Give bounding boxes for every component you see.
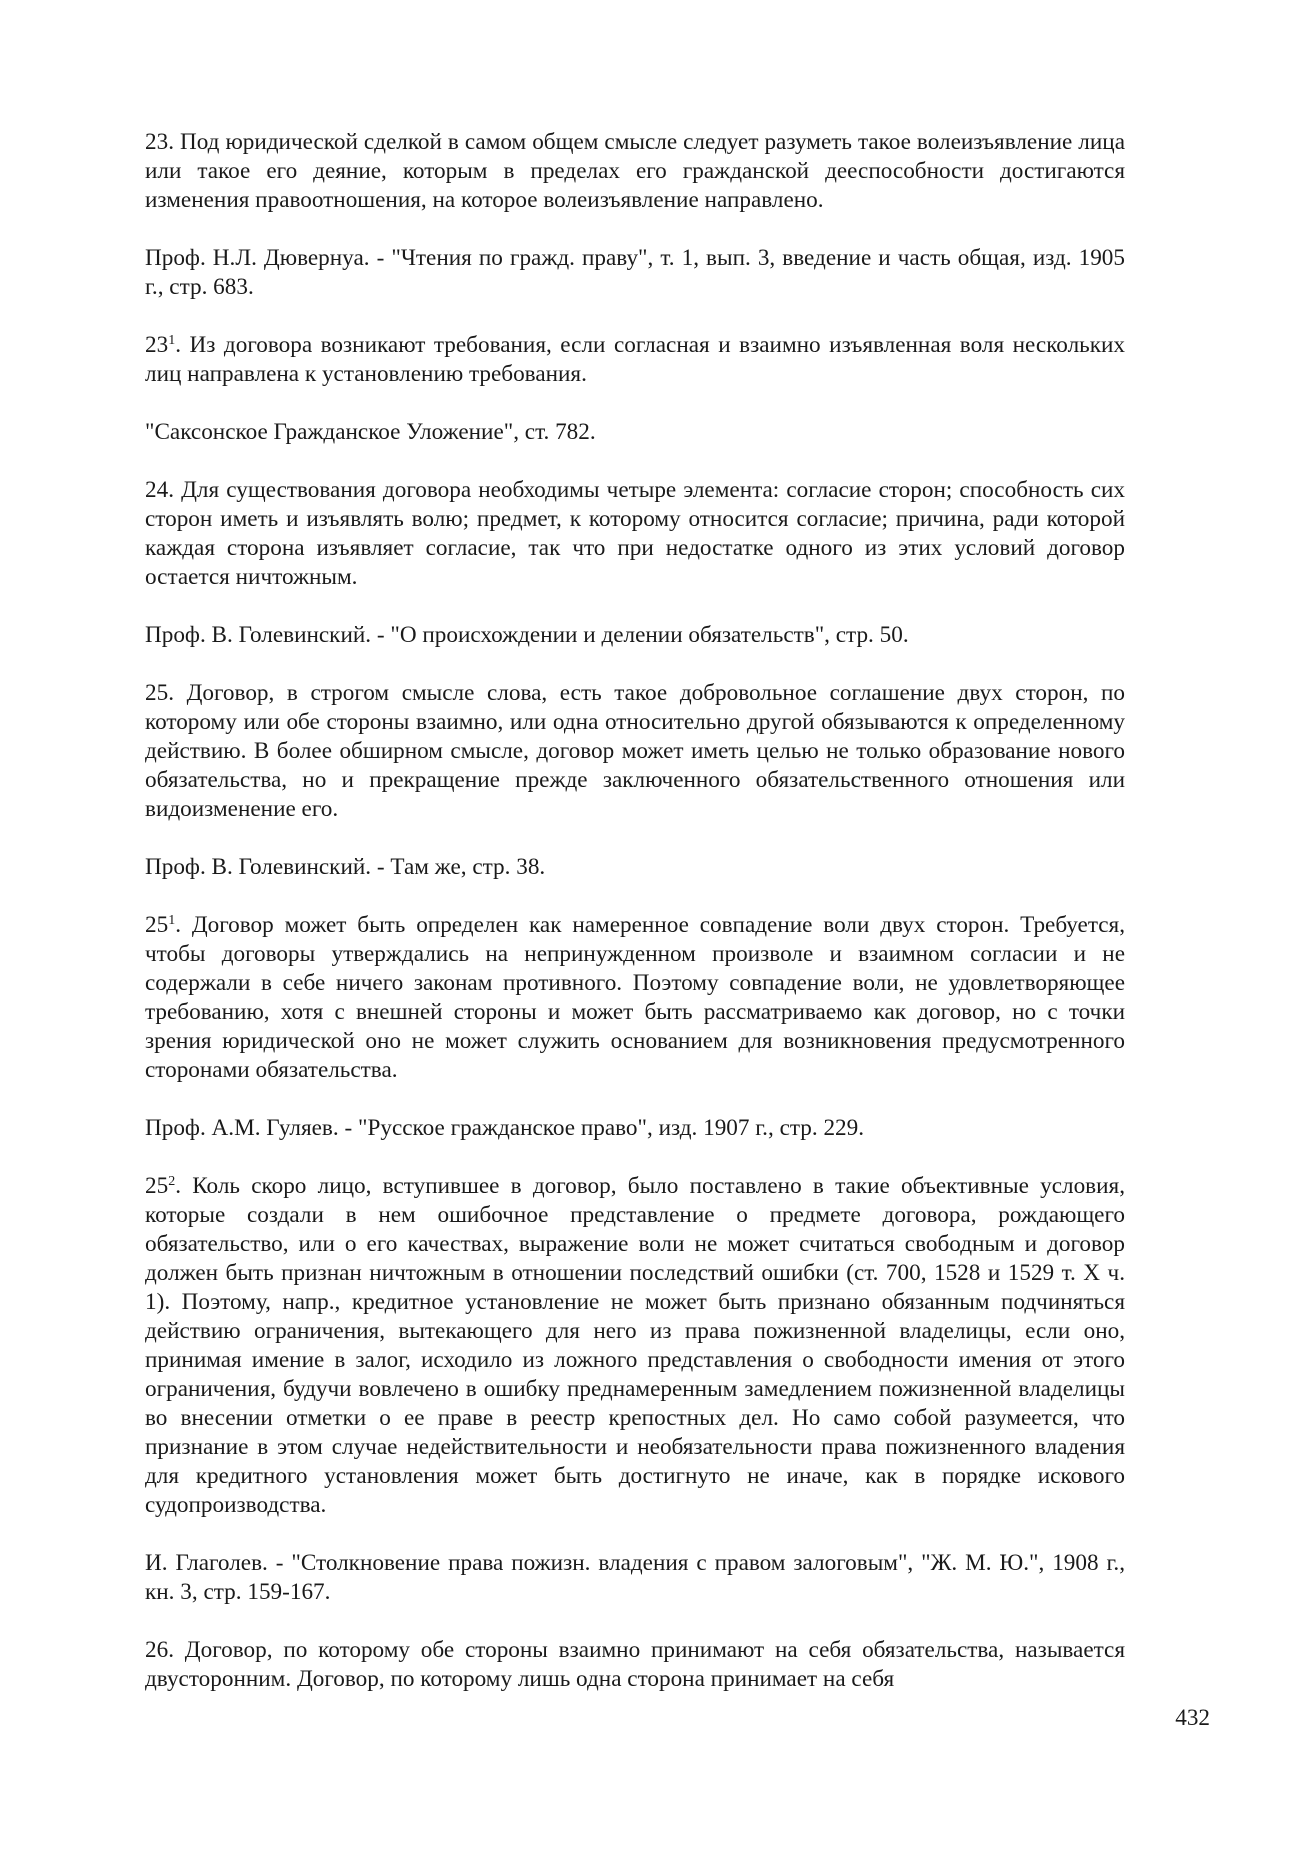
article-text: . Договор, в строгом смысле слова, есть такое добровольное соглашение двух сторон, по которому или обе стороны взаимно, или одна относительно другой обязываются к определенному действию. В более обширном смысле, договор может иметь целью не только образование нового обязательства, но и прекращение прежде заключенного обязательственного отношения или видоизменение его. <box>145 680 1125 822</box>
article-number: 26 <box>145 1637 169 1663</box>
article-23-1 <box>145 331 1125 389</box>
article-24 <box>145 476 1125 592</box>
article-text: . Договор, по которому обе стороны взаимно принимают на себя обязательства, называется двусторонним. Договор, по которому лишь одна сторона принимает на себя <box>145 1637 1125 1692</box>
source-citation: "Саксонское Гражданское Уложение", ст. 782. <box>145 419 596 445</box>
article-text: . Коль скоро лицо, вступившее в договор, было поставлено в такие объективные условия, которые создали в нем ошибочное представление о предмете договора, рождающего обязательство, или о его качествах, выражение воли не может считаться свободным и договор должен быть признан ничтожным в отношении последствий ошибки (ст. 700, 1528 и 1529 т. X ч. 1). Поэтому, напр., кредитное установление не может быть признано обязанным подчиняться действию ограничения, вытекающего для него из права пожизненной владелицы, если оно, принимая имение в залог, исходило из ложного представления о свободности имения от этого ограничения, будучи вовлечено в ошибку преднамеренным замедлением пожизненной владелицы во внесении отметки о ее праве в реестр крепостных дел. Но само собой разумеется, что признание в этом случае недействительности и необязательности права пожизненного владения для кредитного установления может быть достигнуто не иначе, как в порядке искового судопроизводства. <box>145 1173 1125 1518</box>
article-23 <box>145 128 1125 215</box>
article-number: 25 <box>145 912 169 938</box>
article-number: 23 <box>145 332 169 358</box>
article-text: . Под юридической сделкой в самом общем смысле следует разуметь такое волеизъявление лица или такое его деяние, которым в пределах его гражданской дееспособности достигаются изменения правоотношения, на которое волеизъявление направлено. <box>145 129 1125 213</box>
source-citation: Проф. А.М. Гуляев. - "Русское гражданское право", изд. 1907 г., стр. 229. <box>145 1115 865 1141</box>
page-number: 432 <box>1175 1705 1210 1731</box>
article-superscript: 1 <box>168 913 176 928</box>
article-number: 25 <box>145 680 169 706</box>
page-content <box>145 128 1125 1721</box>
source-citation: Проф. В. Голевинский. - "О происхождении и делении обязательств", стр. 50. <box>145 622 909 648</box>
source-citation: Проф. Н.Л. Дювернуа. - "Чтения по гражд. праву", т. 1, вып. 3, введение и часть общая, изд. 1905 г., стр. 683. <box>145 245 1125 300</box>
article-25-1 <box>145 911 1125 1085</box>
article-25 <box>145 679 1125 824</box>
article-text: . Договор может быть определен как намеренное совпадение воли двух сторон. Требуется, чтобы договоры утверждались на непринужденном произволе и взаимном согласии и не содержали в себе ничего законам противного. Поэтому совпадение воли, не удовлетворяющее требованию, хотя с внешней стороны и может быть рассматриваемо как договор, но с точки зрения юридической оно не может служить основанием для возникновения предусмотренного сторонами обязательства. <box>145 912 1125 1083</box>
article-text: . Из договора возникают требования, если согласная и взаимно изъявленная воля нескольких лиц направлена к установлению требования. <box>145 332 1125 387</box>
article-26 <box>145 1636 1125 1694</box>
article-number: 23 <box>145 129 169 155</box>
article-number: 24 <box>145 477 169 503</box>
article-superscript: 1 <box>168 333 176 348</box>
article-superscript: 2 <box>168 1174 176 1189</box>
article-25-2 <box>145 1172 1125 1520</box>
article-text: . Для существования договора необходимы четыре элемента: согласие сторон; способность сих сторон иметь и изъявлять волю; предмет, к которому относится согласие; причина, ради которой каждая сторона изъявляет согласие, так что при недостатке одного из этих условий договор остается ничтожным. <box>145 477 1125 590</box>
article-number: 25 <box>145 1173 169 1199</box>
source-citation: Проф. В. Голевинский. - Там же, стр. 38. <box>145 854 546 880</box>
source-citation: И. Глаголев. - "Столкновение права пожизн. владения с правом залоговым", "Ж. М. Ю.", 1908 г., кн. 3, стр. 159-167. <box>145 1550 1125 1605</box>
